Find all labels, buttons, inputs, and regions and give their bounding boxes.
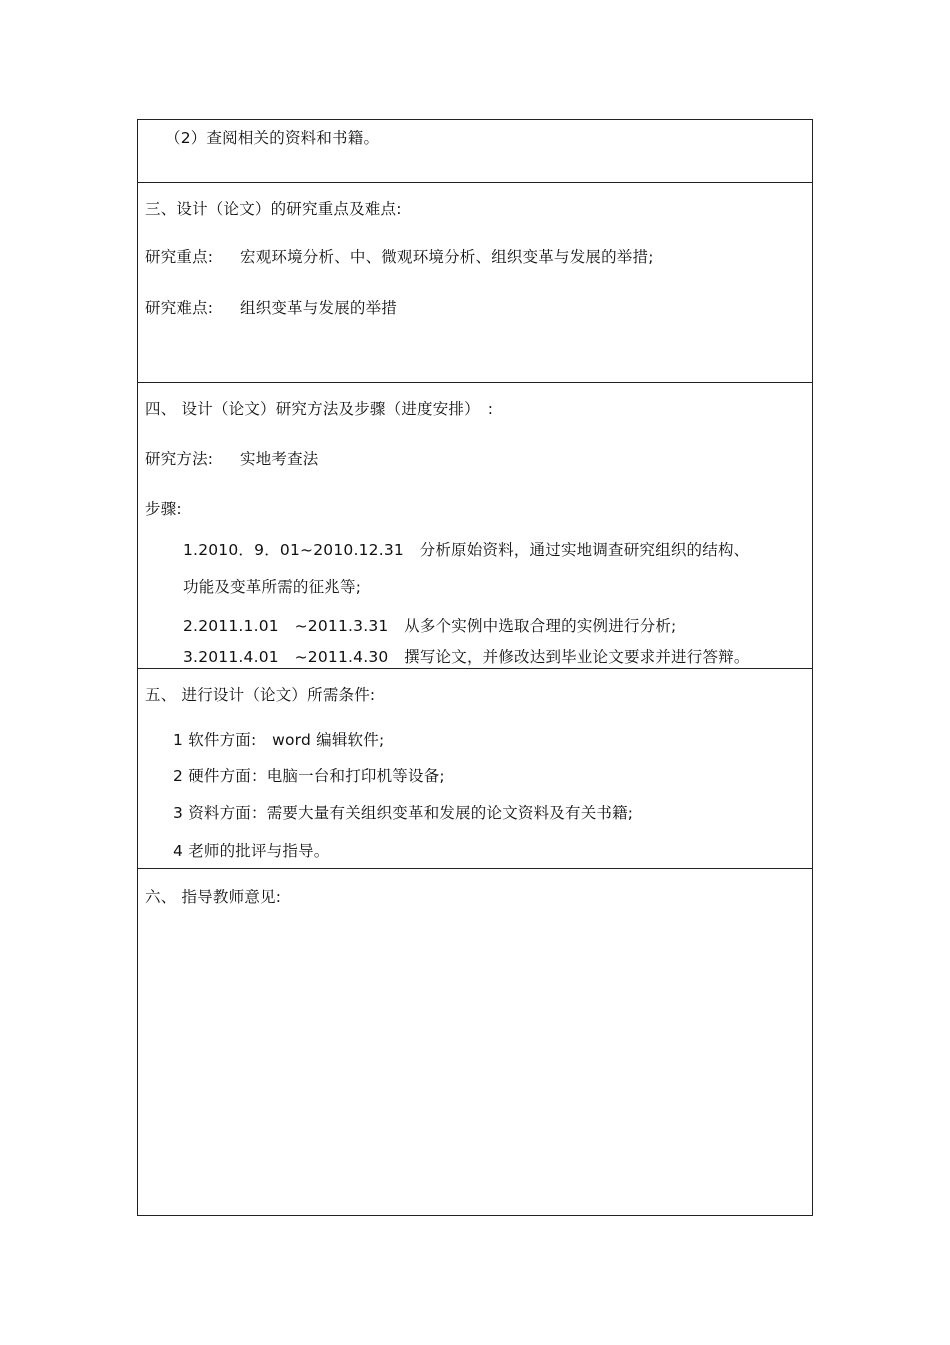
section-advisor-opinion: [138, 869, 812, 1215]
section-methods-steps: [138, 383, 812, 668]
section-materials: [138, 120, 812, 182]
section-3-heading: 三、设计（论文）的研究重点及难点:: [145, 200, 402, 218]
requirement-materials: 3 资料方面：需要大量有关组织变革和发展的论文资料及有关书籍;: [173, 804, 634, 822]
research-method-text: 实地考查法: [240, 450, 319, 468]
requirement-hardware: 2 硬件方面：电脑一台和打印机等设备;: [173, 767, 445, 785]
research-difficulty-text: 组织变革与发展的举措: [240, 299, 398, 317]
requirement-software: 1 软件方面: word 编辑软件;: [173, 731, 385, 749]
materials-item-2: （2）查阅相关的资料和书籍。: [165, 129, 380, 147]
section-research-focus: [138, 183, 812, 382]
step-3: 3.2011.4.01 ~2011.4.30 撰写论文，并修改达到毕业论文要求并进行答辩。: [183, 648, 750, 666]
step-1-line-2: 功能及变革所需的征兆等;: [183, 578, 362, 596]
section-5-heading: 五、 进行设计（论文）所需条件:: [145, 686, 376, 704]
steps-label: 步骤:: [145, 500, 182, 518]
research-focus-text: 宏观环境分析、中、微观环境分析、组织变革与发展的举措;: [240, 248, 654, 266]
research-method-label: 研究方法:: [145, 450, 214, 468]
step-2: 2.2011.1.01 ~2011.3.31 从多个实例中选取合理的实例进行分析;: [183, 617, 677, 635]
research-focus-label: 研究重点:: [145, 248, 214, 266]
section-4-heading: 四、 设计（论文）研究方法及步骤（进度安排） :: [145, 400, 494, 418]
proposal-form-table: [137, 119, 813, 1216]
requirement-guidance: 4 老师的批评与指导。: [173, 842, 330, 860]
step-1-line-1: 1.2010．9．01~2010.12.31 分析原始资料，通过实地调查研究组织的结构、: [183, 541, 750, 559]
section-requirements: [138, 669, 812, 868]
research-difficulty-label: 研究难点:: [145, 299, 214, 317]
section-6-heading: 六、 指导教师意见:: [145, 888, 282, 906]
